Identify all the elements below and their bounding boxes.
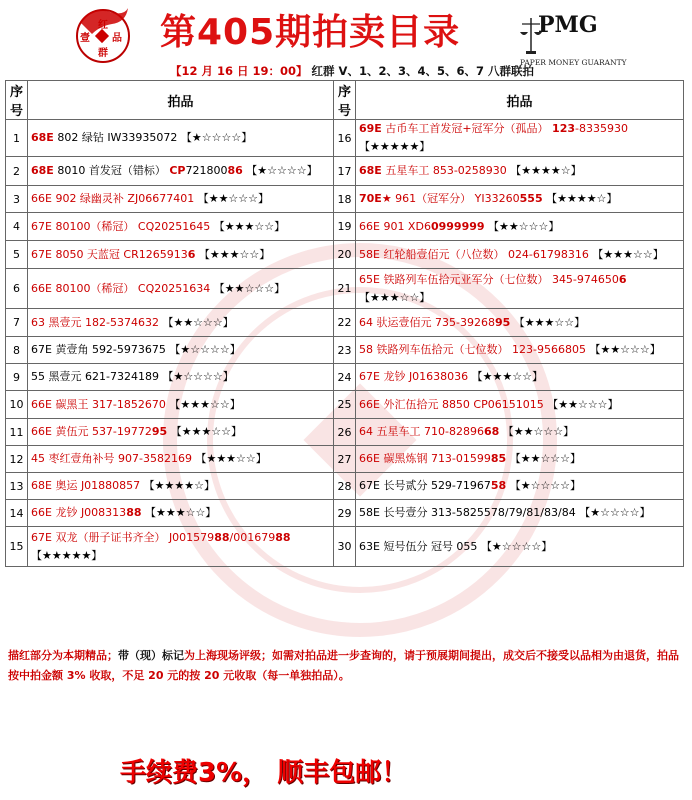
lot-description [28,186,334,213]
lot-number: 17 [334,157,356,186]
item-text-part: 95 [151,425,168,438]
lot-description [28,337,334,364]
item-text-part: 【★☆☆☆☆】 [180,131,253,144]
item-text-part: 85 [490,452,507,465]
lot-number: 20 [334,241,356,269]
lot-number: 19 [334,213,356,241]
lot-number: 21 [334,269,356,309]
item-text-part: 64 五星车工 710-82896 [359,425,484,438]
lot-number: 12 [6,446,28,473]
item-text-part: 961（冠军分） YI33260 [391,192,520,205]
footer-slogan: 手续费3%， 顺丰包邮！ [120,758,408,788]
item-text-part: 【★★★☆☆】 [167,425,243,438]
svg-text:红: 红 [98,20,108,31]
lot-number: 7 [6,309,28,337]
lot-number: 11 [6,419,28,446]
lot-description [356,213,684,241]
lot-description [356,419,684,446]
item-text-part: 【★★★☆☆】 [359,290,431,304]
table-row [6,213,684,241]
item-text-part: 【★★☆☆☆】 [197,192,270,205]
item-text-part: 五星车工 853-0258930 [381,164,511,177]
hongqun-logo [62,4,144,64]
item-text-part: 58 [490,479,507,492]
item-text-part: 66E 902 绿幽灵补 ZJ06677401 [31,192,198,205]
item-text-part: 68E [359,164,382,177]
item-text-part: 64 驮运壹佰元 735-39268 [359,315,495,329]
lot-description [28,120,334,157]
item-text-part: 70E★ [359,192,392,205]
item-text-part: 66E 901 XD6 [359,219,431,233]
lot-number: 27 [334,446,356,473]
lot-description [356,186,684,213]
item-text-part: 【★★☆☆☆】 [484,219,560,233]
item-text-part: 【★★☆☆☆】 [589,343,661,356]
lot-description [356,500,684,527]
item-text-part: 63E 短号伍分 冠号 055 [359,539,481,553]
item-text-part: 66E 外汇伍拾元 8850 CP06151015 [359,397,548,411]
lot-description [28,364,334,391]
item-text-part: 63 黑壹元 182-5374632 [31,315,163,329]
lot-description [28,473,334,500]
item-text-part: 68E [31,131,54,144]
lot-description [356,391,684,419]
lot-description [356,309,684,337]
lot-number: 14 [6,500,28,527]
item-text-part: 66E 黄伍元 537-19772 [31,425,152,438]
lot-description [28,309,334,337]
item-text-part: 66E 龙钞 J008313 [31,506,127,519]
catalog-table [5,80,684,567]
item-text-part: 68E [31,164,54,177]
table-row [6,157,684,186]
svg-text:群: 群 [98,48,108,59]
table-row [6,473,684,500]
item-text-part: 86 [227,164,243,177]
lot-number: 30 [334,527,356,567]
lot-number: 23 [334,337,356,364]
lot-number: 10 [6,391,28,419]
table-row [6,186,684,213]
item-text-part: 58E 长号壹分 313-5825578/79/81/83/84 [359,506,580,519]
lot-description [28,391,334,419]
table-row [6,241,684,269]
lot-description [28,269,334,309]
item-text-part: 【★★★☆☆】 [195,247,271,261]
item-text-part: 【★★☆☆☆】 [162,315,234,329]
lot-description [356,473,684,500]
lot-number: 8 [6,337,28,364]
lot-number: 9 [6,364,28,391]
lot-number: 2 [6,157,28,186]
item-text-part: 【★★★☆☆】 [195,452,267,465]
item-text-part: 69E [359,122,382,135]
item-text-part: 123 [552,122,576,135]
item-text-part: 【★★★★☆】 [542,192,618,205]
lot-number: 3 [6,186,28,213]
lot-number: 18 [334,186,356,213]
table-row [6,269,684,309]
item-text-part: 67E 长号贰分 529-71967 [359,479,491,492]
table-row [6,391,684,419]
lot-description [28,500,334,527]
table-row [6,337,684,364]
col-item-right: 拍品 [356,81,684,120]
item-text-part: 58E 红轮船壹佰元（八位数） 024-61798316 [359,247,593,261]
item-text-part: 【★★☆☆☆】 [547,397,619,411]
lot-number: 6 [6,269,28,309]
lot-description [356,241,684,269]
item-text-part: 802 绿钻 IW33935072 [53,131,181,144]
table-row [6,500,684,527]
item-text-part: 【★★★☆☆】 [592,247,664,261]
item-text-part: 8010 首发冠（错标） [53,164,170,177]
lot-number: 22 [334,309,356,337]
lot-number: 29 [334,500,356,527]
auction-subtitle [170,63,534,79]
item-text-part: 67E 双龙（册子证书齐全） J001579 [31,530,215,544]
item-text-part: 【★★★☆☆】 [169,397,241,411]
lot-number: 1 [6,120,28,157]
item-text-part: 【★★☆☆☆】 [506,452,582,465]
item-text-part: 68E 奥运 J01880857 [31,479,144,492]
item-text-part: 68 [483,425,500,438]
item-text-part: 古币车工首发冠+冠军分（孤品） [381,122,553,135]
lot-description [28,446,334,473]
lot-description [356,527,684,567]
item-text-part: 【★★★☆☆】 [510,315,586,329]
auction-date: 【12 月 16 日 19：00】 [170,64,308,78]
lot-number: 16 [334,120,356,157]
lot-number: 26 [334,419,356,446]
lot-description [356,446,684,473]
item-text-part: 88 [214,530,230,544]
item-text-part: 88 [126,506,142,519]
item-text-part: 67E 龙钞 J01638036 [359,370,472,383]
lot-description [28,213,334,241]
lot-description [356,157,684,186]
item-text-part: 【★★☆☆☆】 [213,281,286,295]
item-text-part: 0999999 [430,219,485,233]
item-text-part: 【★☆☆☆☆】 [169,343,241,356]
lot-number: 13 [6,473,28,500]
item-text-part: 【★★★★☆】 [143,479,215,492]
col-item-left: 拍品 [28,81,334,120]
item-text-part: 66E 碳黑炼钢 713-01599 [359,452,491,465]
col-index-left: 序号 [6,81,28,120]
table-row [6,527,684,567]
pmg-logo: PMG PAPER MONEY GUARANTY [520,12,627,67]
item-text-part: 【★★★☆☆】 [213,219,286,233]
item-text-part: 【★☆☆☆☆】 [506,479,582,492]
svg-text:壹: 壹 [80,33,90,44]
item-text-part: 【★☆☆☆☆】 [480,539,553,553]
lot-number: 24 [334,364,356,391]
table-row [6,309,684,337]
item-text-part: 67E 黄壹角 592-5973675 [31,343,170,356]
item-text-part: 【★★★☆☆】 [141,506,217,519]
item-text-part: 【★☆☆☆☆】 [579,506,651,519]
table-row [6,120,684,157]
table-header-row [6,81,684,120]
table-row [6,446,684,473]
item-text-part: 88 [275,530,291,544]
item-text-part: 【★★★★★】 [359,140,431,153]
item-text-part: 【★☆☆☆☆】 [162,370,234,383]
item-text-part: 【★★★★☆】 [510,164,582,177]
item-text-part: /001679 [229,530,276,544]
svg-text:品: 品 [112,33,122,44]
item-text-part: 65E 铁路列车伍拾元亚军分（七位数） 345-974650 [359,272,619,286]
item-text-part: 58 铁路列车伍拾元（七位数） 123-9566805 [359,343,590,356]
page-title: 第405期拍卖目录 [160,12,461,53]
item-text-part: 66E 80100（稀冠） CQ20251634 [31,281,214,295]
lot-description [28,419,334,446]
item-text-part: 555 [519,192,543,205]
auction-groups: 红群 V、1、2、3、4、5、6、7 八群联拍 [311,64,534,78]
lot-description [356,364,684,391]
item-text-part: 67E 80100（稀冠） CQ20251645 [31,219,214,233]
lot-number: 15 [6,527,28,567]
table-row [6,419,684,446]
item-text-part: -8335930 [575,122,628,135]
item-text-part: 6 [618,272,627,286]
item-text-part: 55 黑壹元 621-7324189 [31,370,163,383]
item-text-part: 【★★★☆☆】 [471,370,543,383]
item-text-part: CP [169,164,186,177]
item-text-part: 【★★☆☆☆】 [499,425,575,438]
item-text-part: 95 [494,315,511,329]
item-text-part: 67E 8050 天蓝冠 CR1265913 [31,247,188,261]
lot-description [28,157,334,186]
item-text-part: 【★☆☆☆☆】 [242,164,318,177]
lot-description [28,527,334,567]
lot-description [356,120,684,157]
col-index-right: 序号 [334,81,356,120]
item-text-part: 【★★★★★】 [31,548,103,562]
lot-description [356,337,684,364]
item-text-part: 45 枣红壹角补号 907-3582169 [31,452,196,465]
lot-description [28,241,334,269]
item-text-part: 721800 [185,164,228,177]
item-text-part: 66E 碳黑王 317-1852670 [31,397,170,411]
lot-number: 4 [6,213,28,241]
header [0,0,692,84]
item-text-part: 6 [187,247,196,261]
lot-number: 5 [6,241,28,269]
table-row [6,364,684,391]
lot-number: 25 [334,391,356,419]
lot-number: 28 [334,473,356,500]
lot-description [356,269,684,309]
auction-notes: 描红部分为本期精品；带（现）标记为上海现场评级；如需对拍品进一步查询的，请于预展期间提出，成交后不接受以品相为由退货，拍品按中拍金额 3% 收取，不足 20 元的按 20 元收取（每一单独拍品）。 [8,649,679,682]
